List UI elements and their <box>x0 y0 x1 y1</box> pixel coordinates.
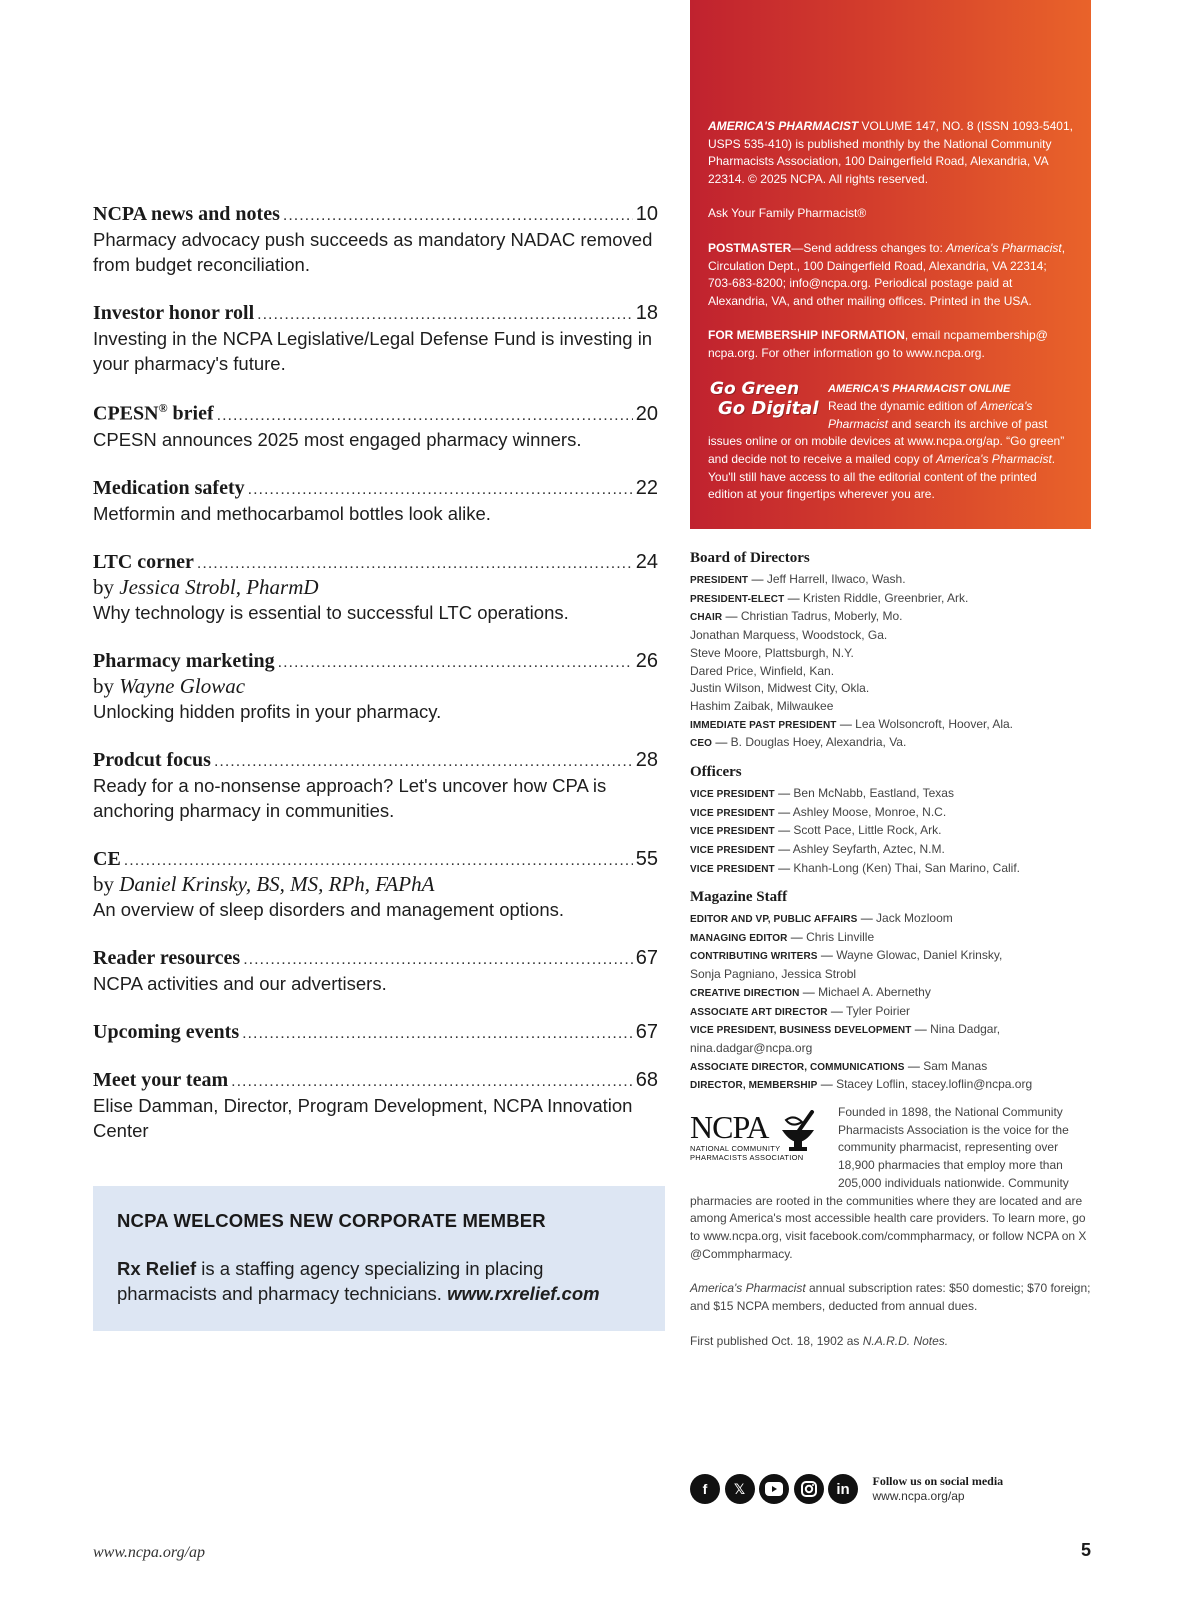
staff-name: Justin Wilson, Midwest City, Okla. <box>690 681 870 696</box>
toc-entry-byline: by Daniel Krinsky, BS, MS, RPh, FAPhA <box>93 871 435 896</box>
staff-role: CREATIVE DIRECTION <box>690 987 800 999</box>
staff-name: Michael A. Abernethy <box>818 984 931 999</box>
staff-name: Steve Moore, Plattsburgh, N.Y. <box>690 645 854 660</box>
social-url-link[interactable]: www.ncpa.org/ap <box>872 1489 965 1503</box>
callout-text: is a staffing agency specializing in placing pharmacists and pharmacy technicians. <box>117 1258 544 1304</box>
toc-entry[interactable] <box>93 650 658 724</box>
staff-role: ASSOCIATE DIRECTOR, COMMUNICATIONS <box>690 1061 905 1073</box>
publication-name: AMERICA'S PHARMACIST <box>708 119 859 133</box>
staff-row: PRESIDENT — Jeff Harrell, Ilwaco, Wash. <box>690 572 906 586</box>
toc-entry-description: Metformin and methocarbamol bottles look alike. <box>93 502 491 524</box>
toc-entry-title: Meet your team <box>93 1068 229 1091</box>
toc-entry-description: Pharmacy advocacy push succeeds as mandatory NADAC removed from budget reconciliation. <box>93 229 653 275</box>
toc-entry-description: NCPA activities and our advertisers. <box>93 972 387 994</box>
toc-leader-dots <box>278 655 633 671</box>
staff-name: Jeff Harrell, Ilwaco, Wash. <box>766 572 906 586</box>
staff-row: EDITOR AND VP, PUBLIC AFFAIRS — Jack Mozloom <box>690 911 953 925</box>
toc-leader-dots <box>283 208 633 224</box>
staff-name: Tyler Poirier <box>846 1003 911 1018</box>
staff-role: IMMEDIATE PAST PRESIDENT <box>690 719 837 731</box>
toc-entry-header <box>93 203 658 226</box>
magazine-staff <box>690 889 1100 1095</box>
staff-name: Khanh-Long (Ken) Thai, San Marino, Calif. <box>793 860 1020 875</box>
staff-row <box>690 680 1100 698</box>
toc-entry-title: CE <box>93 847 121 870</box>
page-number: 5 <box>1081 1540 1092 1560</box>
toc-entry-page: 18 <box>635 302 658 324</box>
callout-url-link[interactable]: www.rxrelief.com <box>447 1283 600 1304</box>
toc-entry-page: 26 <box>635 649 658 672</box>
staff-row: CEO — B. Douglas Hoey, Alexandria, Va. <box>690 735 907 750</box>
toc-entry-header <box>93 401 658 426</box>
x-icon[interactable]: 𝕏 <box>725 1474 755 1504</box>
board-of-directors <box>690 550 1100 753</box>
toc-entry[interactable] <box>93 477 658 526</box>
toc-entry-byline: by Jessica Strobl, PharmD <box>93 574 319 599</box>
staff-row: VICE PRESIDENT — Ashley Moose, Monroe, N.C. <box>690 804 947 819</box>
toc-entry-page: 22 <box>635 476 658 499</box>
toc-entry-title: Prodcut focus <box>93 748 211 771</box>
toc-entry-title: Pharmacy marketing <box>93 649 275 672</box>
staff-row <box>690 1040 1100 1058</box>
staff-role: CEO <box>690 738 712 750</box>
masthead-box <box>690 0 1091 529</box>
about-ncpa <box>690 1104 1095 1367</box>
go-green-go-digital-logo: Go Green Go Digital <box>710 378 819 419</box>
staff-row: CHAIR — Christian Tadrus, Moberly, Mo. <box>690 609 903 624</box>
facebook-icon[interactable]: f <box>690 1474 720 1504</box>
staff-role: VICE PRESIDENT <box>690 863 775 875</box>
staff-name: nina.dadgar@ncpa.org <box>690 1040 813 1055</box>
staff-role: MANAGING EDITOR <box>690 932 788 944</box>
toc-entry[interactable] <box>93 551 658 625</box>
ncpa-logo: NCPA NATIONAL COMMUNITY PHARMACISTS ASSOCIATION <box>690 1110 830 1176</box>
officers <box>690 764 1100 879</box>
toc-entry-header <box>93 848 658 871</box>
toc-entry-header <box>93 477 658 500</box>
about-text: Founded in 1898, the National Community Pharmacists Association is the voice for the community pharmacist, representing over 18,900 pharmacies that employ more than 205,000 individuals nationwide. Community pharmacies are rooted in the communities where they are located and are among America's most accessible health care providers. To learn more, go to www.ncpa.org, visit facebook.com/commpharmacy, or follow NCPA on X @Commpharmacy. <box>690 1105 1087 1261</box>
toc-entry-page: 20 <box>635 402 658 425</box>
staff-role: VICE PRESIDENT <box>690 789 775 800</box>
toc-entry[interactable] <box>93 947 658 996</box>
staff-row: IMMEDIATE PAST PRESIDENT — Lea Wolsoncroft, Hoover, Ala. <box>690 716 1014 731</box>
staff-name: Lea Wolsoncroft, Hoover, Ala. <box>855 716 1014 731</box>
toc-leader-dots <box>197 556 633 572</box>
toc-entry-title: Medication safety <box>93 476 245 499</box>
toc-entry-author: Wayne Glowac <box>119 673 246 698</box>
toc-entry[interactable] <box>93 1021 658 1044</box>
staff-role: PRESIDENT <box>690 575 749 586</box>
toc-entry-title: Upcoming events <box>93 1020 240 1043</box>
toc-entry-author: Jessica Strobl, PharmD <box>119 574 319 599</box>
staff-name: Ashley Moose, Monroe, N.C. <box>792 804 947 819</box>
toc-entry-title: CPESN® brief <box>93 401 214 425</box>
staff-row <box>690 663 1100 681</box>
youtube-icon[interactable] <box>759 1474 789 1504</box>
staff-name: Hashim Zaibak, Milwaukee <box>690 698 834 713</box>
staff-name: Sonja Pagniano, Jessica Strobl <box>690 967 857 982</box>
toc-entry-title: Investor honor roll <box>93 302 255 324</box>
staff-name: Stacey Loflin, stacey.loflin@ncpa.org <box>836 1077 1033 1092</box>
social-media <box>690 1474 1003 1504</box>
staff-row: VICE PRESIDENT — Ashley Seyfarth, Aztec, N.M. <box>690 842 945 857</box>
toc-entry-description: Ready for a no-nonsense approach? Let's uncover how CPA is anchoring pharmacy in communities. <box>93 774 607 821</box>
toc-entry-title: LTC corner <box>93 550 194 573</box>
toc-entry-page: 28 <box>635 748 658 771</box>
linkedin-icon[interactable]: in <box>828 1474 858 1504</box>
staff-name: Jonathan Marquess, Woodstock, Ga. <box>690 628 888 643</box>
toc-entry-description: Elise Damman, Director, Program Development, NCPA Innovation Center <box>93 1094 633 1141</box>
staff-name: Nina Dadgar, <box>930 1022 1001 1037</box>
subscription-rates: America's Pharmacist annual subscription rates: $50 domestic; $70 foreign; and $15 NCPA members, deducted from annual dues. <box>690 1281 1091 1314</box>
staff-name: Kristen Riddle, Greenbrier, Ark. <box>802 590 969 605</box>
toc-entry[interactable] <box>93 401 658 452</box>
staff-name: Scott Pace, Little Rock, Ark. <box>793 823 942 838</box>
toc-entry-title: Reader resources <box>93 946 241 969</box>
toc-leader-dots <box>231 1074 633 1090</box>
staff-role: PRESIDENT-ELECT <box>690 593 785 605</box>
toc-leader-dots <box>248 482 633 498</box>
magazine-heading: Magazine Staff <box>690 889 788 905</box>
staff-role: VICE PRESIDENT <box>690 845 775 857</box>
toc-entry-page: 68 <box>635 1068 658 1091</box>
staff-role: VICE PRESIDENT, BUSINESS DEVELOPMENT <box>690 1025 912 1037</box>
toc-entry-header <box>93 1069 658 1092</box>
mortar-pestle-icon <box>778 1110 818 1154</box>
staff-role: VICE PRESIDENT <box>690 826 775 838</box>
corporate-member-callout <box>93 1186 665 1331</box>
toc-entry-page: 67 <box>635 946 658 969</box>
toc-entry[interactable] <box>93 848 658 922</box>
footer-url[interactable]: www.ncpa.org/ap <box>93 1544 206 1561</box>
staff-role: CHAIR <box>690 612 723 624</box>
toc-entry-page: 55 <box>635 847 658 870</box>
toc-entry-page: 67 <box>635 1020 658 1043</box>
toc-entry-description: Why technology is essential to successful LTC operations. <box>93 601 569 623</box>
toc-entry[interactable] <box>93 749 658 823</box>
staff-name: Dared Price, Winfield, Kan. <box>690 663 835 678</box>
first-published: First published Oct. 18, 1902 as N.A.R.D. Notes. <box>690 1333 949 1348</box>
staff-row <box>690 627 1100 645</box>
officers-heading: Officers <box>690 764 742 780</box>
social-caption: Follow us on social media www.ncpa.org/ap <box>872 1474 1004 1503</box>
staff-name: B. Douglas Hoey, Alexandria, Va. <box>730 735 907 750</box>
postmaster-notice: POSTMASTER—Send address changes to: America's Pharmacist, Circulation Dept., 100 Daingerfield Road, Alexandria, VA 22314; 703-683-8200; info@ncpa.org. Periodical postage paid at Alexandria, VA, and other mailing offices. Printed in the USA. <box>708 240 1066 308</box>
callout-title: NCPA WELCOMES NEW CORPORATE MEMBER <box>117 1210 546 1231</box>
staff-row: DIRECTOR, MEMBERSHIP — Stacey Loflin, stacey.loflin@ncpa.org <box>690 1077 1033 1092</box>
toc-leader-dots <box>243 952 633 968</box>
staff-name: Sam Manas <box>923 1058 988 1073</box>
toc-entry-author: Daniel Krinsky, BS, MS, RPh, FAPhA <box>119 871 435 896</box>
instagram-icon[interactable] <box>794 1474 824 1504</box>
publication-statement: AMERICA'S PHARMACIST VOLUME 147, NO. 8 (ISSN 1093-5401, USPS 535-410) is published monthly by the National Community Pharmacists Association, 100 Daingerfield Road, Alexandria, VA 22314. © 2025 NCPA. All rights reserved. <box>708 119 1073 186</box>
staff-row <box>690 966 1100 984</box>
staff-role: CONTRIBUTING WRITERS <box>690 951 818 963</box>
staff-name: Ashley Seyfarth, Aztec, N.M. <box>792 842 945 857</box>
board-heading: Board of Directors <box>690 550 810 566</box>
toc-leader-dots <box>124 853 633 869</box>
toc-entry-page: 10 <box>635 203 658 225</box>
staff-role: DIRECTOR, MEMBERSHIP <box>690 1080 818 1092</box>
toc-leader-dots <box>217 408 633 424</box>
toc-entry-description: Unlocking hidden profits in your pharmacy. <box>93 700 442 722</box>
toc-entry-description: CPESN announces 2025 most engaged pharmacy winners. <box>93 428 582 450</box>
staff-row <box>690 645 1100 663</box>
staff-row: VICE PRESIDENT — Scott Pace, Little Rock, Ark. <box>690 823 942 838</box>
staff-row: CONTRIBUTING WRITERS — Wayne Glowac, Daniel Krinsky, <box>690 948 1003 963</box>
staff-role: VICE PRESIDENT <box>690 807 775 819</box>
staff-role: ASSOCIATE ART DIRECTOR <box>690 1006 828 1018</box>
staff-row: VICE PRESIDENT — Ben McNabb, Eastland, Texas <box>690 786 954 800</box>
toc-entry-byline: by Wayne Glowac <box>93 673 246 698</box>
staff-name: Chris Linville <box>806 929 875 944</box>
membership-info: FOR MEMBERSHIP INFORMATION, email ncpamembership@ ncpa.org. For other information go to www.ncpa.org. <box>708 328 1048 360</box>
toc-entry-page: 24 <box>635 550 658 573</box>
toc-entry-header <box>93 749 658 772</box>
callout-company: Rx Relief <box>117 1258 197 1279</box>
tagline: Ask Your Family Pharmacist® <box>708 206 867 221</box>
online-edition: Go Green Go Digital AMERICA'S PHARMACIST ONLINE Read the dynamic edition of America's Pharmacist and search its archive of past issues online or on mobile devices at www.ncpa.org/ap. “Go green” and decide not to receive a mailed copy of America's Pharmacist. You'll still have access to all the editorial content of the printed edition at your fingertips wherever you are. <box>708 378 1065 502</box>
staff-name: Ben McNabb, Eastland, Texas <box>793 786 954 800</box>
toc-entry-description: An overview of sleep disorders and management options. <box>93 898 564 920</box>
callout-body <box>117 1256 641 1306</box>
staff-row: VICE PRESIDENT — Khanh-Long (Ken) Thai, San Marino, Calif. <box>690 860 1020 875</box>
staff-row: CREATIVE DIRECTION — Michael A. Abernethy <box>690 984 931 999</box>
toc-leader-dots <box>214 754 633 770</box>
staff-name: Jack Mozloom <box>876 911 953 925</box>
staff-row: ASSOCIATE DIRECTOR, COMMUNICATIONS — Sam Manas <box>690 1058 988 1073</box>
toc-leader-dots <box>242 1026 633 1042</box>
toc-leader-dots <box>257 307 633 323</box>
toc-entry-header <box>93 1021 658 1044</box>
toc-entry-header <box>93 650 658 673</box>
toc-entry-description: Investing in the NCPA Legislative/Legal Defense Fund is investing in your pharmacy's future. <box>93 328 653 374</box>
staff-row: ASSOCIATE ART DIRECTOR — Tyler Poirier <box>690 1003 911 1018</box>
staff-row: VICE PRESIDENT, BUSINESS DEVELOPMENT — Nina Dadgar, <box>690 1022 1001 1037</box>
toc-entry-header <box>93 551 658 574</box>
staff-name: Wayne Glowac, Daniel Krinsky, <box>836 948 1003 963</box>
table-of-contents <box>93 203 658 1168</box>
toc-entry[interactable] <box>93 203 658 277</box>
toc-entry-title: NCPA news and notes <box>93 203 280 225</box>
toc-entry[interactable] <box>93 1069 658 1143</box>
staff-name: Christian Tadrus, Moberly, Mo. <box>740 609 903 624</box>
staff-row: MANAGING EDITOR — Chris Linville <box>690 929 875 944</box>
toc-entry-header <box>93 947 658 970</box>
staff-role: EDITOR AND VP, PUBLIC AFFAIRS <box>690 914 858 925</box>
staff-row: PRESIDENT-ELECT — Kristen Riddle, Greenbrier, Ark. <box>690 590 969 605</box>
staff-row <box>690 698 1100 716</box>
toc-entry-header <box>93 302 658 325</box>
toc-entry[interactable] <box>93 302 658 376</box>
online-label: AMERICA'S PHARMACIST ONLINE <box>828 382 1011 395</box>
